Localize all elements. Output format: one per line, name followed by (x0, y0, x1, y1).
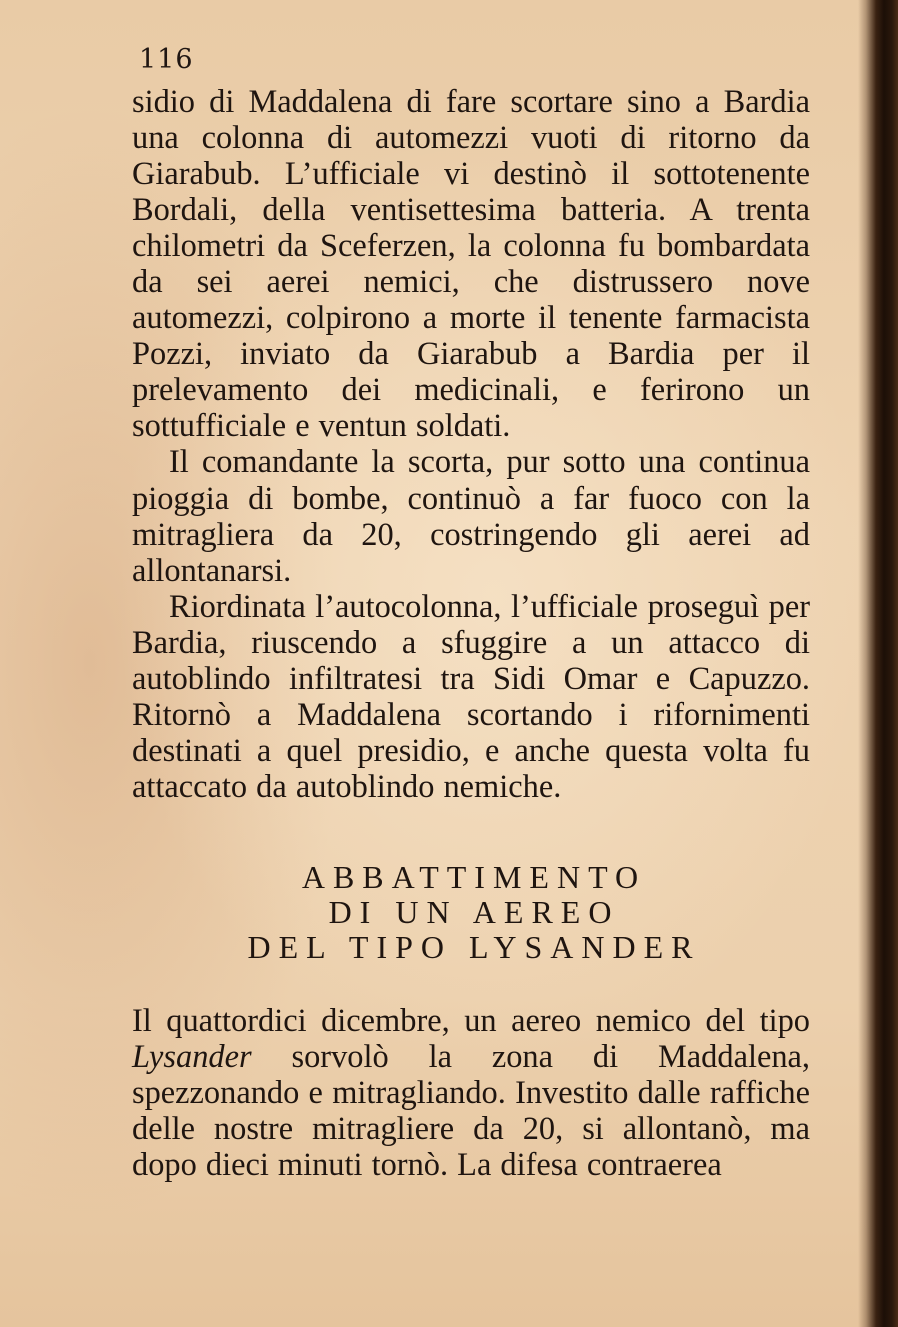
book-spine-shadow (858, 0, 898, 1327)
section-heading (132, 860, 810, 965)
paragraph-4 (132, 1003, 810, 1183)
paragraph-4-rest: sorvolò la zona di Maddalena, spezzonando e mitragliando. Investito dalle raffiche delle nostre mitragliere da 20, si allontanò, ma dopo dieci minuti tornò. La difesa contraerea (132, 1038, 810, 1184)
body-text (132, 84, 810, 1183)
paragraph-1: sidio di Maddalena di fare scortare sino a Bardia una colonna di automezzi vuoti di ritorno da Giarabub. L’ufficiale vi destinò il sottotenente Bordali, della ventisettesima batteria. A trenta chilometri da Sceferzen, la colonna fu bombardata da sei aerei nemici, che distrussero nove automezzi, colpirono a morte il tenente farmacista Pozzi, inviato da Giarabub a Bardia per il prelevamento dei medicinali, e ferirono un sottufficiale e ventun soldati. (132, 84, 810, 445)
heading-line-2: DI UN AEREO (328, 893, 620, 930)
heading-line-1: ABBATTIMENTO (301, 858, 647, 895)
heading-line-3: DEL TIPO LYSANDER (247, 928, 701, 965)
paragraph-4-start: Il quattordici dicembre, un aereo nemico del tipo (132, 1002, 810, 1039)
page-number: 116 (139, 44, 194, 75)
aircraft-name-italic: Lysander (132, 1038, 252, 1075)
paragraph-2: Il comandante la scorta, pur sotto una continua pioggia di bombe, continuò a far fuoco con la mitragliera da 20, costringendo gli aerei ad allontanarsi. (132, 444, 810, 589)
paragraph-3: Riordinata l’autocolonna, l’ufficiale proseguì per Bardia, riuscendo a sfuggire a un attacco di autoblindo infiltratesi tra Sidi Omar e Capuzzo. Ritornò a Maddalena scortando i rifornimenti destinati a quel presidio, e anche questa volta fu attaccato da autoblindo nemiche. (132, 588, 810, 805)
